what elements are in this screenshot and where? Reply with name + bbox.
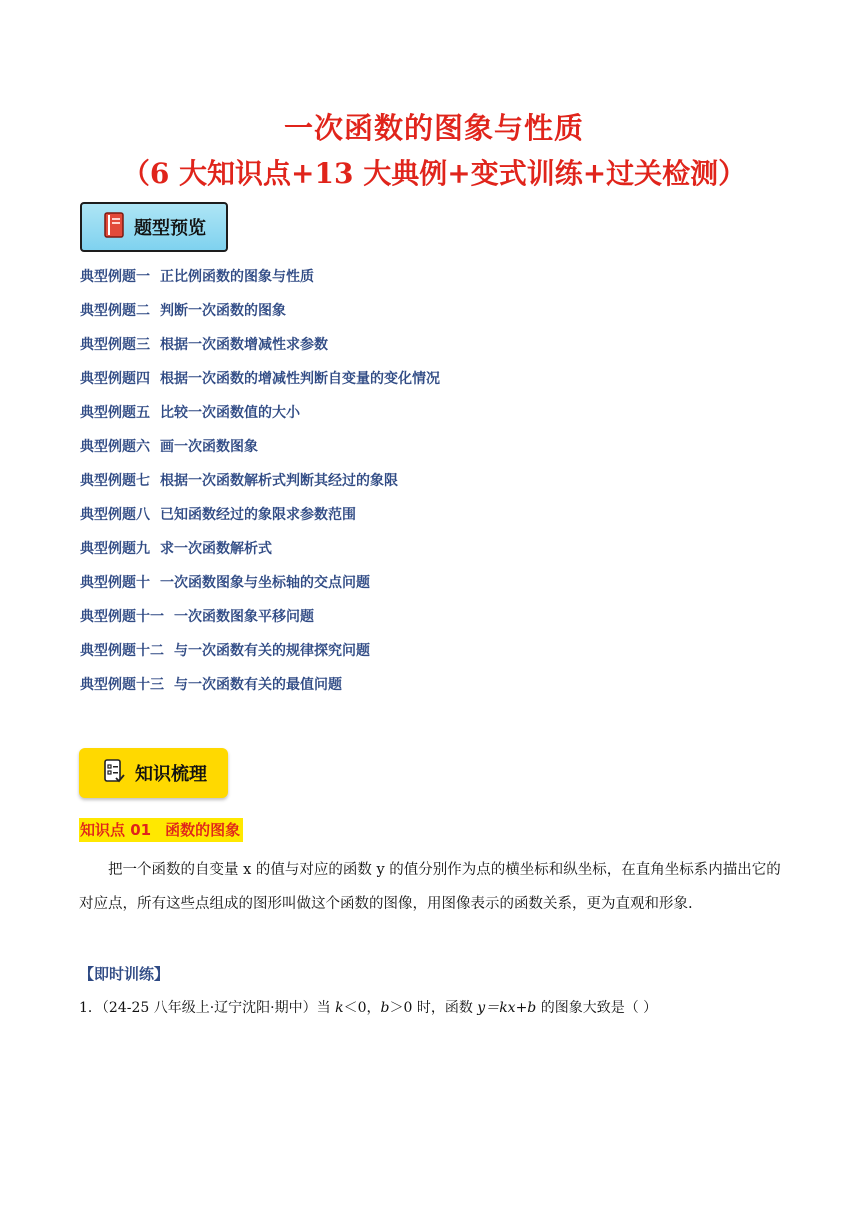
list-item[interactable]: 典型例题十二 与一次函数有关的规律探究问题 (80, 643, 370, 659)
list-item[interactable]: 典型例题十三 与一次函数有关的最值问题 (80, 677, 342, 693)
knowledge-point-heading: 知识点 01 函数的图象 (79, 818, 243, 842)
training-heading: 【即时训练】 (79, 965, 170, 983)
list-item[interactable]: 典型例题七 根据一次函数解析式判断其经过的象限 (80, 473, 398, 489)
knowledge-point-paragraph: 把一个函数的自变量 x 的值与对应的函数 y 的值分别作为点的横坐标和纵坐标，在直角坐标系内描出它的对应点，所有这些点组成的图形叫做这个函数的图像，用图像表示的函数关系，更为直观和形象. (79, 862, 781, 912)
question-1: 1．（24-25 八年级上·辽宁沈阳·期中）当 k＜0，b＞0 时，函数 y＝kx+b 的图象大致是（ ） (79, 1000, 658, 1016)
list-item[interactable]: 典型例题一 正比例函数的图象与性质 (80, 269, 314, 285)
list-item[interactable]: 典型例题九 求一次函数解析式 (80, 541, 272, 557)
checklist-icon (103, 759, 125, 787)
list-item[interactable]: 典型例题五 比较一次函数值的大小 (80, 405, 300, 421)
list-item[interactable]: 典型例题六 画一次函数图象 (80, 439, 258, 455)
list-item[interactable]: 典型例题二 判断一次函数的图象 (80, 303, 286, 319)
page-title: 一次函数的图象与性质 (283, 111, 584, 145)
knowledge-badge (79, 748, 228, 798)
knowledge-badge-label: 知识梳理 (135, 764, 207, 785)
book-icon (104, 212, 124, 242)
preview-badge (80, 202, 228, 252)
list-item[interactable]: 典型例题十一 一次函数图象平移问题 (80, 609, 314, 625)
page-subtitle: （6 大知识点+13 大典例+变式训练+过关检测） (121, 157, 747, 190)
list-item[interactable]: 典型例题四 根据一次函数的增减性判断自变量的变化情况 (80, 371, 440, 387)
list-item[interactable]: 典型例题八 已知函数经过的象限求参数范围 (80, 507, 356, 523)
preview-badge-label: 题型预览 (134, 218, 206, 239)
list-item[interactable]: 典型例题三 根据一次函数增减性求参数 (80, 337, 328, 353)
list-item[interactable]: 典型例题十 一次函数图象与坐标轴的交点问题 (80, 575, 370, 591)
